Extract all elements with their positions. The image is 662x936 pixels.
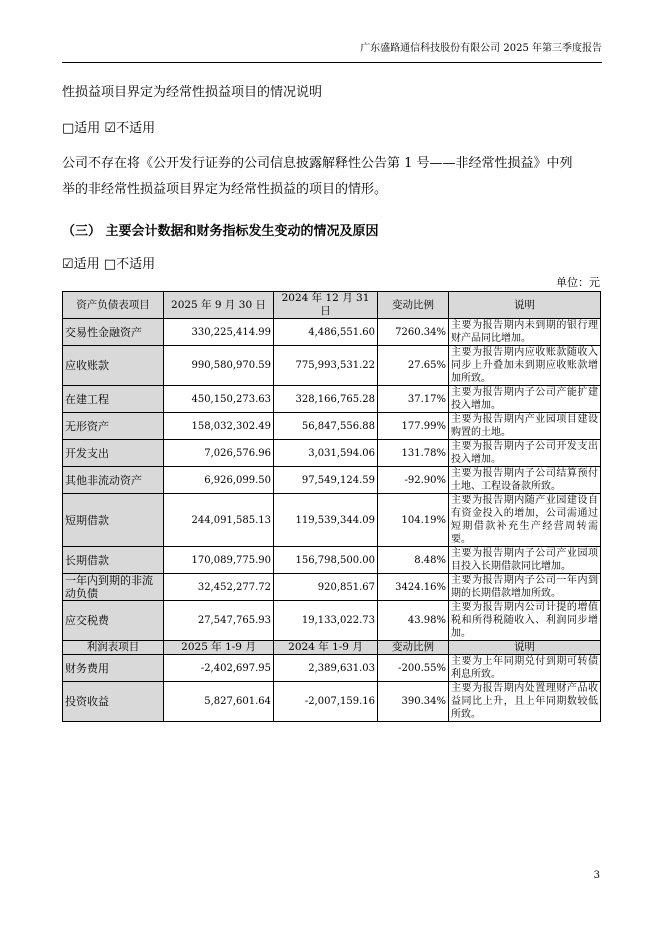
row-change-ratio: 37.17% bbox=[378, 386, 449, 413]
row-note: 主要为报告期内产业园项目建设购置的土地。 bbox=[449, 413, 601, 440]
table-row bbox=[63, 413, 601, 440]
row-change-ratio: 3424.16% bbox=[378, 574, 449, 601]
table-row bbox=[63, 386, 601, 413]
row-previous-value: 2,389,631.03 bbox=[274, 655, 378, 682]
page-header: 广东盛路通信科技股份有限公司 2025 年第三季度报告 bbox=[360, 43, 602, 54]
row-current-value: 990,580,970.59 bbox=[164, 346, 274, 386]
row-item-name: 其他非流动资产 bbox=[63, 467, 164, 494]
row-previous-value: 775,993,531.22 bbox=[274, 346, 378, 386]
row-previous-value: 4,486,551.60 bbox=[274, 319, 378, 346]
row-note: 主要为报告期内子公司产业园项目投入长期借款同比增加。 bbox=[449, 547, 601, 574]
row-note: 主要为报告期内子公司一年内到期的长期借款增加所致。 bbox=[449, 574, 601, 601]
header-cell: 说明 bbox=[449, 641, 601, 655]
row-item-name: 财务费用 bbox=[63, 655, 164, 682]
row-previous-value: 97,549,124.59 bbox=[274, 467, 378, 494]
table-row bbox=[63, 440, 601, 467]
row-note: 主要为上年同期兑付到期可转债利息所致。 bbox=[449, 655, 601, 682]
row-change-ratio: 177.99% bbox=[378, 413, 449, 440]
row-change-ratio: 104.19% bbox=[378, 494, 449, 547]
row-note: 主要为报告期内未到期的银行理财产品同比增加。 bbox=[449, 319, 601, 346]
row-item-name: 交易性金融资产 bbox=[63, 319, 164, 346]
row-note: 主要为报告期内随产业园建设自有资金投入的增加，公司需通过短期借款补充生产经营周转需要。 bbox=[449, 494, 601, 547]
row-previous-value: 328,166,765.28 bbox=[274, 386, 378, 413]
row-change-ratio: 8.48% bbox=[378, 547, 449, 574]
row-change-ratio: -92.90% bbox=[378, 467, 449, 494]
header-cell: 变动比例 bbox=[378, 641, 449, 655]
row-change-ratio: 131.78% bbox=[378, 440, 449, 467]
row-note: 主要为报告期内应收账款随收入同步上升叠加未到期应收账款增加所致。 bbox=[449, 346, 601, 386]
intro-paragraph-line-1: 公司不存在将《公开发行证券的公司信息披露解释性公告第 1 号——非经常性损益》中列 bbox=[62, 156, 573, 171]
header-cell: 2024 年 12 月 31 日 bbox=[274, 292, 378, 319]
row-current-value: 5,827,601.64 bbox=[164, 682, 274, 722]
table-row bbox=[63, 601, 601, 641]
row-item-name: 无形资产 bbox=[63, 413, 164, 440]
financial-changes-table bbox=[62, 291, 601, 722]
table-row bbox=[63, 346, 601, 386]
row-item-name: 开发支出 bbox=[63, 440, 164, 467]
row-previous-value: 3,031,594.06 bbox=[274, 440, 378, 467]
row-change-ratio: 43.98% bbox=[378, 601, 449, 641]
row-current-value: 6,926,099.50 bbox=[164, 467, 274, 494]
row-previous-value: -2,007,159.16 bbox=[274, 682, 378, 722]
table-row bbox=[63, 494, 601, 547]
intro-checkbox-line: □适用 ☑不适用 bbox=[62, 121, 156, 136]
row-current-value: 330,225,414.99 bbox=[164, 319, 274, 346]
row-previous-value: 920,851.67 bbox=[274, 574, 378, 601]
row-item-name: 在建工程 bbox=[63, 386, 164, 413]
page-number: 3 bbox=[593, 870, 600, 881]
row-item-name: 一年内到期的非流动负债 bbox=[63, 574, 164, 601]
row-previous-value: 56,847,556.88 bbox=[274, 413, 378, 440]
table-row bbox=[63, 655, 601, 682]
row-previous-value: 19,133,022.73 bbox=[274, 601, 378, 641]
intro-paragraph-line-2: 举的非经常性损益项目界定为经常性损益的项目的情形。 bbox=[62, 182, 388, 197]
header-cell: 2025 年 9 月 30 日 bbox=[164, 292, 274, 319]
header-cell: 2024 年 1-9 月 bbox=[274, 641, 378, 655]
balance-sheet-section bbox=[63, 292, 601, 641]
row-current-value: 450,150,273.63 bbox=[164, 386, 274, 413]
header-cell: 说明 bbox=[449, 292, 601, 319]
header-cell: 变动比例 bbox=[378, 292, 449, 319]
section-checkbox-line: ☑适用 □不适用 bbox=[62, 257, 156, 272]
table-row bbox=[63, 682, 601, 722]
section-heading: （三） 主要会计数据和财务指标发生变动的情况及原因 bbox=[62, 224, 379, 239]
row-current-value: 32,452,277.72 bbox=[164, 574, 274, 601]
table-row bbox=[63, 319, 601, 346]
row-previous-value: 119,539,344.09 bbox=[274, 494, 378, 547]
row-current-value: 170,089,775.90 bbox=[164, 547, 274, 574]
row-item-name: 投资收益 bbox=[63, 682, 164, 722]
row-note: 主要为报告期内处置理财产品收益同比上升，且上年同期数较低所致。 bbox=[449, 682, 601, 722]
row-change-ratio: 390.34% bbox=[378, 682, 449, 722]
row-note: 主要为报告期内子公司开发支出投入增加。 bbox=[449, 440, 601, 467]
unit-label: 单位：元 bbox=[556, 276, 600, 289]
row-note: 主要为报告期内子公司结算预付土地、工程设备款所致。 bbox=[449, 467, 601, 494]
row-previous-value: 156,798,500.00 bbox=[274, 547, 378, 574]
table-row bbox=[63, 574, 601, 601]
balance-header-row bbox=[63, 292, 601, 319]
income-statement-section bbox=[63, 641, 601, 722]
row-change-ratio: 27.65% bbox=[378, 346, 449, 386]
row-item-name: 应收账款 bbox=[63, 346, 164, 386]
row-item-name: 长期借款 bbox=[63, 547, 164, 574]
row-current-value: 244,091,585.13 bbox=[164, 494, 274, 547]
row-item-name: 应交税费 bbox=[63, 601, 164, 641]
header-cell: 利润表项目 bbox=[63, 641, 164, 655]
row-current-value: -2,402,697.95 bbox=[164, 655, 274, 682]
row-change-ratio: 7260.34% bbox=[378, 319, 449, 346]
table-row bbox=[63, 467, 601, 494]
row-change-ratio: -200.55% bbox=[378, 655, 449, 682]
row-note: 主要为报告期内子公司产能扩建投入增加。 bbox=[449, 386, 601, 413]
income-header-row bbox=[63, 641, 601, 655]
row-item-name: 短期借款 bbox=[63, 494, 164, 547]
header-rule bbox=[62, 62, 602, 63]
row-note: 主要为报告期内公司计提的增值税和所得税随收入、利润同步增加。 bbox=[449, 601, 601, 641]
row-current-value: 7,026,576.96 bbox=[164, 440, 274, 467]
table-row bbox=[63, 547, 601, 574]
row-current-value: 158,032,302.49 bbox=[164, 413, 274, 440]
row-current-value: 27,547,765.93 bbox=[164, 601, 274, 641]
header-cell: 资产负债表项目 bbox=[63, 292, 164, 319]
header-cell: 2025 年 1-9 月 bbox=[164, 641, 274, 655]
intro-line: 性损益项目界定为经常性损益项目的情况说明 bbox=[62, 85, 323, 100]
